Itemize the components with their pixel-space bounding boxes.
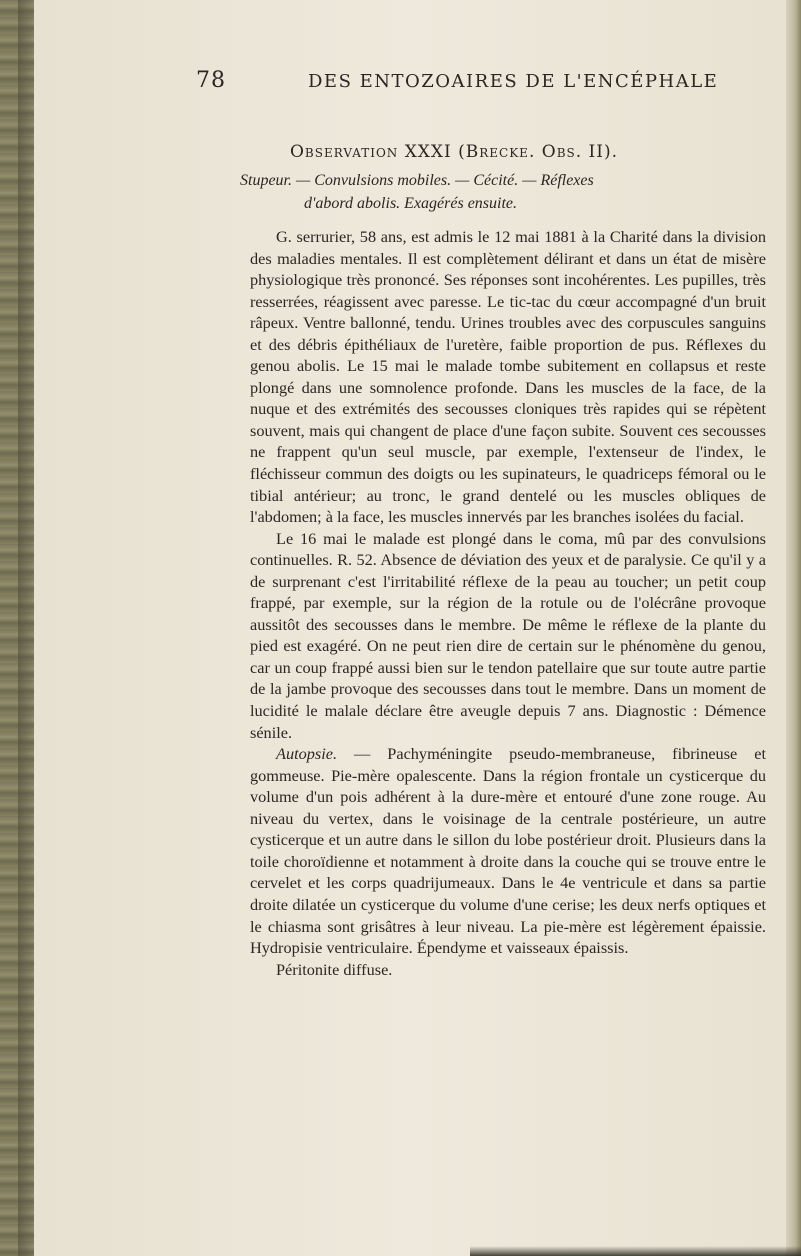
autopsy-text: — Pachyméningite pseudo-membraneuse, fibrineuse et gommeuse. Pie-mère opalescente. Dans la région frontale un cysticerque du volume d'un pois adhérent à la dure-mère et entouré d'une zone rouge. Au niveau du vertex, dans le voisinage de la centrale postérieure, un autre cysticerque et un autre dans le sillon du lobe postérieur droit. Plusieurs dans la toile choroïdienne et notamment à droite dans la couche qui se trouve entre le cervelet et les corps quadrijumeaux. Dans le 4e ventricule et dans sa partie droite dilatée un cysticerque du volume d'une cerise; les deux nerfs optiques et le chiasma sont grisâtres à leur niveau. La pie-mère est légèrement épaissie. Hydropisie ventriculaire. Épendyme et vaisseaux épaissis. xyxy=(250,744,766,958)
page-bottom-shadow xyxy=(470,1246,801,1256)
page-right-edge xyxy=(786,0,801,1256)
paragraph-coma: Le 16 mai le malade est plongé dans le coma, mû par des convulsions continuelles. R. 52. Absence de déviation des yeux et de paralysie. Ce qu'il y a de surprenant c'est l'irritabilité réflexe de la peau au toucher; un petit coup frappé, par exemple, sur la région de la rotule ou de l'olécrâne provoque aussitôt des secousses dans le membre. De même le réflexe de la plante du pied est exagéré. On ne peut rien dire de certain sur le phénomène du genou, car un coup frappé aussi bien sur le tendon patellaire que sur toute autre partie de la jambe provoque des secousses dans tout le membre. Dans un moment de lucidité le malale déclare être aveugle depuis 7 ans. Diagnostic : Démence sénile. xyxy=(250,528,766,742)
running-title: DES ENTOZOAIRES DE L'ENCÉPHALE xyxy=(308,71,719,92)
observation-subtitle-line-1: Stupeur. — Convulsions mobiles. — Cécité. — Réflexes xyxy=(240,172,594,189)
observation-title: Observation XXXI (Brecke. Obs. II). xyxy=(290,142,619,162)
paragraph-admission: G. serrurier, 58 ans, est admis le 12 mai 1881 à la Charité dans la division des maladies mentales. Il est complètement délirant et dans un état de misère physiologique très prononcé. Ses réponses sont incohérentes. Les pupilles, très resserrées, réagissent avec paresse. Le tic-tac du cœur accompagné d'un bruit râpeux. Ventre ballonné, tendu. Urines troubles avec des corpuscules sanguins et des débris épithéliaux de l'uretère, faible proportion de pus. Réflexes du genou abolis. Le 15 mai le malade tombe subitement en collapsus et reste plongé dans une somnolence profonde. Dans les muscles de la face, de la nuque et des extrémités des secousses cloniques très rapides qui se répètent souvent, mais qui changent de place d'une façon subite. Souvent ces secousses ne frappent qu'un seul muscle, par exemple, l'extenseur de l'index, le fléchisseur commun des doigts ou les supinateurs, le quadriceps fémoral ou le tibial antérieur; au tronc, le grand dentelé ou les muscles obliques de l'abdomen; à la face, les muscles innervés par les branches isolées du facial. xyxy=(250,227,766,527)
observation-subtitle-line-2: d'abord abolis. Exagérés ensuite. xyxy=(304,195,518,212)
paragraph-peritonitis: Péritonite diffuse. xyxy=(276,959,393,979)
page-header xyxy=(196,68,741,98)
paragraph-autopsy xyxy=(250,743,766,958)
autopsy-lead: Autopsie. xyxy=(276,744,338,764)
book-binding-edge xyxy=(0,0,34,1256)
page-number: 78 xyxy=(196,68,226,93)
body-text xyxy=(250,226,766,980)
